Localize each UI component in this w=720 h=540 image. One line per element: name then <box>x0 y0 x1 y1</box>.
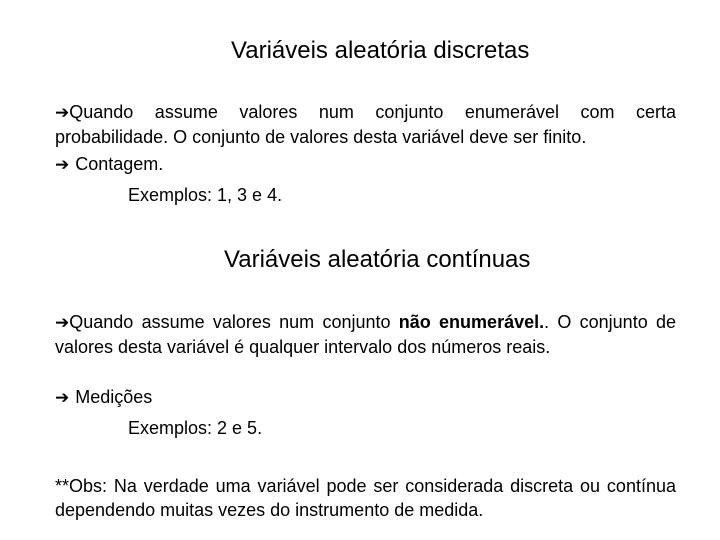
discrete-definition <box>55 100 676 149</box>
right-arrow-icon: ➔ <box>55 155 70 174</box>
continuous-definition <box>55 310 676 359</box>
right-arrow-icon: ➔ <box>55 103 70 122</box>
continuous-bullet <box>55 385 152 410</box>
right-arrow-icon: ➔ <box>55 388 70 407</box>
continuous-variables-heading: Variáveis aleatória contínuas <box>224 246 531 273</box>
discrete-variables-heading: Variáveis aleatória discretas <box>231 37 530 64</box>
continuous-definition-bold: não enumerável. <box>398 312 545 332</box>
continuous-definition-end: . O conjunto de valores desta variável é qualquer intervalo dos números reais. <box>55 312 676 357</box>
discrete-examples: Exemplos: 1, 3 e 4. <box>128 185 283 205</box>
continuous-definition-start: Quando assume valores num conjunto <box>69 312 399 332</box>
continuous-bullet-text: Medições <box>75 387 153 407</box>
observation-note: **Obs: Na verdade uma variável pode ser considerada discreta ou contínua dependendo muitas vezes do instrumento de medida. <box>55 476 676 520</box>
discrete-definition-text: Quando assume valores num conjunto enumerável com certa probabilidade. O conjunto de valores desta variável deve ser finito. <box>55 102 676 147</box>
continuous-examples: Exemplos: 2 e 5. <box>128 418 263 438</box>
discrete-bullet-text: Contagem. <box>75 154 164 174</box>
discrete-bullet <box>55 152 163 177</box>
right-arrow-icon: ➔ <box>55 313 70 332</box>
